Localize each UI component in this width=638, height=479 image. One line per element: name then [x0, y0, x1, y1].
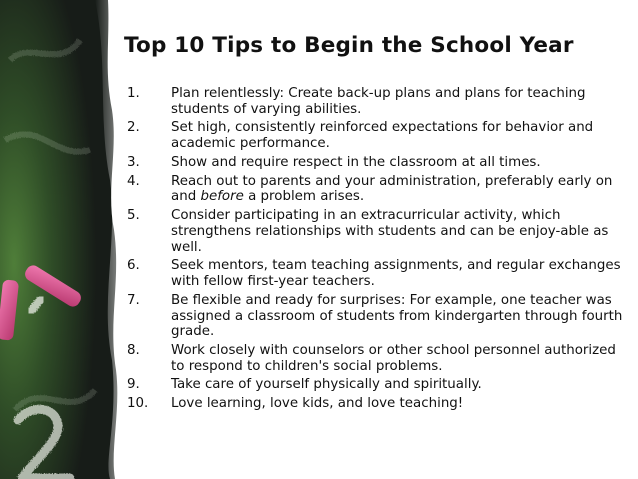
list-item [127, 208, 627, 255]
item-text: Consider participating in an extracurricular activity, which strengthens relationships with students and can be enjoy-able as well. [171, 208, 609, 255]
item-number: 7. [127, 292, 140, 308]
item-number: 8. [127, 342, 140, 358]
item-text: Love learning, love kids, and love teaching! [171, 396, 464, 412]
list-item [127, 343, 627, 374]
item-text: Take care of yourself physically and spiritually. [171, 377, 482, 393]
item-text: Show and require respect in the classroom at all times. [171, 154, 541, 170]
item-text: Work closely with counselors or other school personnel authorized to respond to children's social problems. [171, 342, 616, 374]
list-item [127, 86, 627, 117]
list-item [127, 174, 627, 205]
page-title: Top 10 Tips to Begin the School Year [124, 33, 574, 58]
emphasis-before: before [200, 189, 244, 205]
item-number: 4. [127, 173, 140, 189]
item-text: Plan relentlessly: Create back-up plans and plans for teaching students of varying abilities. [171, 86, 586, 117]
item-number: 9. [127, 377, 140, 393]
item-number: 6. [127, 258, 140, 274]
list-item [127, 396, 627, 412]
item-text: Reach out to parents and your administration, preferably early on and before a problem arises. [171, 173, 613, 205]
list-item [127, 155, 627, 171]
item-number: 5. [127, 208, 140, 224]
item-number: 3. [127, 154, 140, 170]
item-text: Set high, consistently reinforced expectations for behavior and academic performance. [171, 120, 594, 152]
list-item [127, 293, 627, 340]
list-item [127, 258, 627, 289]
list-item [127, 120, 627, 151]
tips-list [127, 86, 627, 415]
item-text: Seek mentors, team teaching assignments, and regular exchanges with fellow first-year teachers. [171, 258, 621, 290]
list-item [127, 377, 627, 393]
item-number: 2. [127, 120, 140, 136]
item-text: Be flexible and ready for surprises: For example, one teacher was assigned a classroom of students from kindergarten through fourth grade. [171, 292, 623, 340]
item-number: 10. [127, 396, 149, 412]
item-number: 1. [127, 86, 140, 101]
